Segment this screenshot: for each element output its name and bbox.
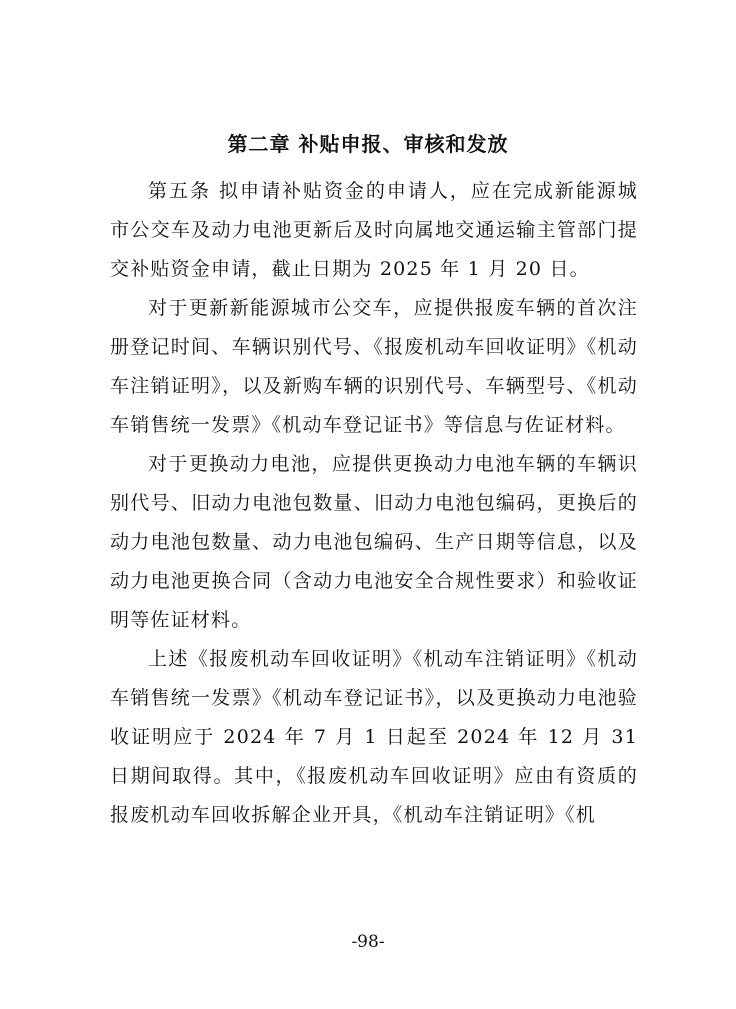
paragraph-article-5: 第五条 拟申请补贴资金的申请人，应在完成新能源城市公交车及动力电池更新后及时向属地交通运输主管部门提交补贴资金申请，截止日期为 2025 年 1 月 20 日。	[110, 180, 638, 280]
paragraph-battery-replacement: 对于更换动力电池，应提供更换动力电池车辆的车辆识别代号、旧动力电池包数量、旧动力电池包编码，更换后的动力电池包数量、动力电池包编码、生产日期等信息，以及动力电池更换合同（含动力电池安全合规性要求）和验收证明等佐证材料。	[110, 453, 638, 631]
paragraph-certificate-dates: 上述《报废机动车回收证明》《机动车注销证明》《机动车销售统一发票》《机动车登记证书》，以及更换动力电池验收证明应于 2024 年 7 月 1 日起至 2024 年 12 月 31 日期间取得。其中，《报废机动车回收证明》应由有资质的报废机动车回收拆解企业开具，《机动车注销证明》《机	[110, 648, 638, 826]
page-number: -98-	[351, 932, 385, 952]
body-text	[110, 172, 638, 835]
chapter-title: 第二章 补贴申报、审核和发放	[227, 132, 509, 156]
paragraph-bus-replacement: 对于更新新能源城市公交车，应提供报废车辆的首次注册登记时间、车辆识别代号、《报废机动车回收证明》《机动车注销证明》，以及新购车辆的识别代号、车辆型号、《机动车销售统一发票》《机动车登记证书》等信息与佐证材料。	[110, 297, 638, 436]
